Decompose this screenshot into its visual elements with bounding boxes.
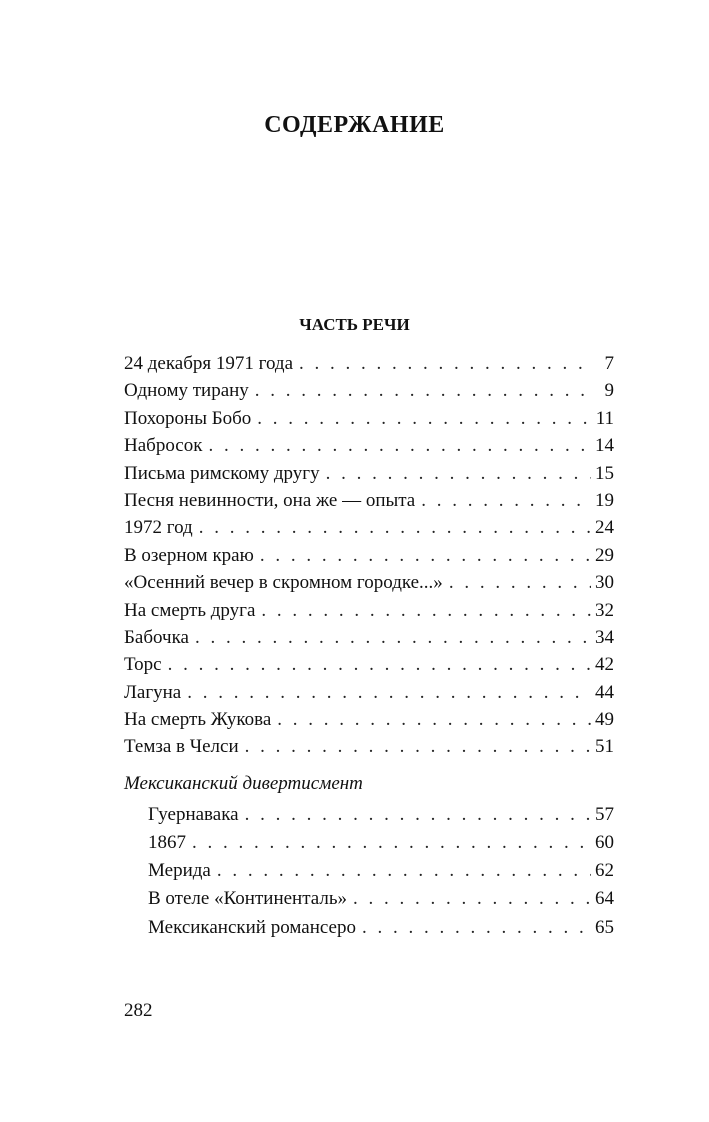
toc-entry-title: Мерида — [148, 860, 211, 882]
toc-entry-page: 7 — [604, 353, 614, 374]
toc-entry — [124, 569, 614, 596]
dot-leader — [192, 829, 591, 857]
dot-leader — [299, 350, 592, 377]
dot-leader — [245, 801, 591, 829]
toc-entry-page: 57 — [595, 803, 614, 825]
toc-entry-page: 11 — [595, 407, 614, 429]
toc-subentry — [124, 914, 614, 942]
toc-entry-page: 42 — [595, 654, 614, 676]
toc-entry-title: «Осенний вечер в скромном городке...» — [124, 572, 443, 594]
toc-entry — [124, 460, 614, 487]
dot-leader — [255, 377, 592, 404]
toc-entry-page: 14 — [595, 435, 614, 457]
toc-entry — [124, 405, 614, 432]
dot-leader — [217, 857, 591, 885]
toc-subentry — [124, 885, 614, 913]
toc-entry — [124, 542, 614, 569]
toc-entry-page: 62 — [595, 860, 614, 882]
toc-entry-title: Торс — [124, 654, 162, 676]
dot-leader — [421, 487, 591, 514]
toc-entry — [124, 706, 614, 733]
toc-entry-page: 29 — [595, 544, 614, 566]
toc-entry-title: 1972 год — [124, 517, 193, 539]
section-title: ЧАСТЬ РЕЧИ — [299, 315, 410, 334]
dot-leader — [277, 706, 591, 733]
toc-entry-title: Бабочка — [124, 626, 189, 648]
toc-entry — [124, 597, 614, 624]
toc-entry-title: 24 декабря 1971 года — [124, 353, 294, 374]
toc-entry-title: Одному тирану — [124, 380, 249, 402]
toc-entry-page: 49 — [595, 709, 614, 731]
toc-entry-page: 51 — [595, 736, 614, 758]
toc-entry-title: На смерть друга — [124, 599, 256, 621]
dot-leader — [449, 569, 591, 596]
toc-entry — [124, 432, 614, 459]
dot-leader — [257, 405, 591, 432]
toc-entry — [124, 487, 614, 514]
toc-entry — [124, 624, 614, 651]
dot-leader — [168, 651, 591, 678]
toc-entry — [124, 350, 614, 377]
toc-entry-title: Песня невинности, она же — опыта — [124, 489, 416, 511]
toc-subentry — [124, 857, 614, 885]
toc-subentry — [124, 829, 614, 857]
dot-leader — [353, 885, 591, 913]
toc-entry — [124, 377, 614, 404]
subsection-title: Мексиканский дивертисмент — [124, 772, 363, 794]
dot-leader — [187, 679, 591, 706]
toc-entry-page: 32 — [595, 599, 614, 621]
page-number: 282 — [124, 1000, 153, 1021]
toc-entry-page: 34 — [595, 626, 614, 648]
dot-leader — [199, 514, 591, 541]
dot-leader — [208, 432, 591, 459]
toc-entry-title: На смерть Жукова — [124, 709, 272, 731]
toc-entry-title: В отеле «Континенталь» — [148, 888, 347, 910]
toc-entry-page: 64 — [595, 888, 614, 910]
toc-entry-title: Лагуна — [124, 681, 182, 703]
dot-leader — [260, 542, 591, 569]
toc-entry-title: Мексиканский романсеро — [148, 916, 356, 938]
toc-entry-title: Темза в Челси — [124, 736, 239, 758]
toc-entry-title: В озерном краю — [124, 544, 254, 566]
toc-subentry — [124, 801, 614, 829]
toc-entry — [124, 733, 614, 760]
page-title: СОДЕРЖАНИЕ — [264, 112, 445, 138]
dot-leader — [326, 460, 591, 487]
toc-entry-title: Письма римскому другу — [124, 462, 320, 484]
dot-leader — [362, 914, 591, 942]
toc-entry-page: 65 — [595, 916, 614, 938]
toc-entry-page: 9 — [604, 380, 614, 402]
dot-leader — [245, 733, 591, 760]
toc-entry-page: 15 — [595, 462, 614, 484]
toc-entry-title: 1867 — [148, 832, 186, 854]
toc-entry-page: 30 — [595, 572, 614, 594]
toc-entry-title: Набросок — [124, 435, 203, 457]
toc-entry-title: Гуернавака — [148, 803, 239, 825]
toc-entry-page: 44 — [595, 681, 614, 703]
toc-entry — [124, 651, 614, 678]
toc-entry-page: 24 — [595, 517, 614, 539]
toc-entry-title: Похороны Бобо — [124, 407, 252, 429]
table-of-contents — [124, 350, 614, 942]
toc-entry-page: 19 — [595, 489, 614, 511]
toc-entry — [124, 514, 614, 541]
dot-leader — [261, 597, 591, 624]
toc-entry-page: 60 — [595, 832, 614, 854]
dot-leader — [195, 624, 591, 651]
toc-entry — [124, 679, 614, 706]
